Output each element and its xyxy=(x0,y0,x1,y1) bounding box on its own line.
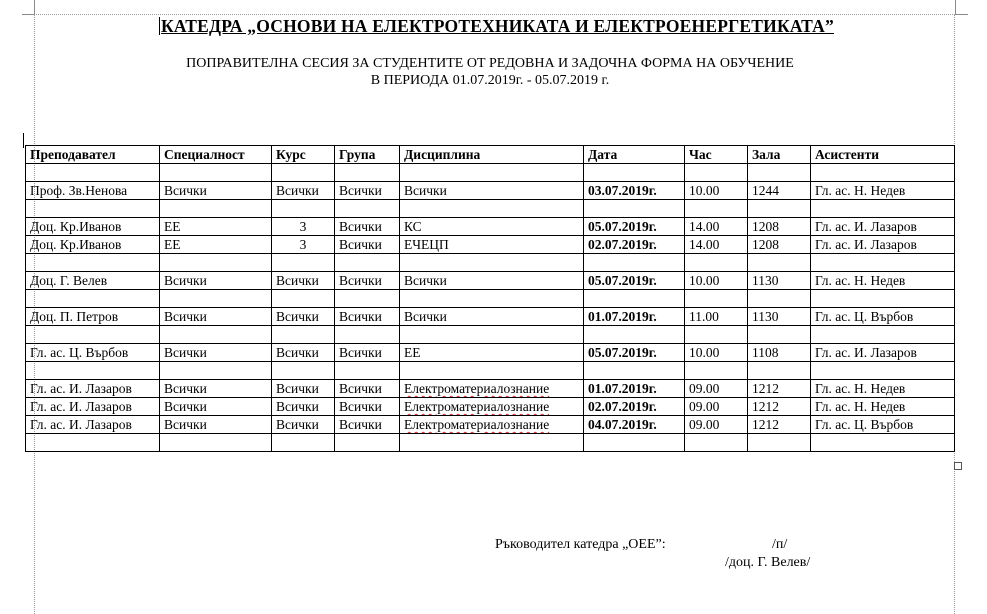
cell-room[interactable] xyxy=(748,164,811,182)
cell-assistants[interactable]: Гл. ас. Н. Недев xyxy=(811,398,955,416)
cell-course[interactable]: Всички xyxy=(272,344,335,362)
cell-specialty[interactable]: Всички xyxy=(160,398,272,416)
cell-course[interactable]: Всички xyxy=(272,416,335,434)
cell-assistants[interactable] xyxy=(811,362,955,380)
cell-discipline[interactable] xyxy=(400,164,584,182)
cell-specialty[interactable]: ЕЕ xyxy=(160,236,272,254)
cell-specialty[interactable] xyxy=(160,434,272,452)
cell-time[interactable] xyxy=(685,200,748,218)
cell-time[interactable]: 10.00 xyxy=(685,272,748,290)
cell-discipline[interactable]: Всички xyxy=(400,182,584,200)
cell-room[interactable] xyxy=(748,200,811,218)
cell-assistants[interactable]: Гл. ас. И. Лазаров xyxy=(811,236,955,254)
cell-assistants[interactable] xyxy=(811,434,955,452)
column-header-discipline: Дисциплина xyxy=(400,146,584,164)
table-row xyxy=(26,308,955,326)
cell-course[interactable]: 3 xyxy=(272,218,335,236)
cell-discipline[interactable]: Всички xyxy=(400,272,584,290)
cell-group[interactable] xyxy=(335,200,400,218)
column-header-room: Зала xyxy=(748,146,811,164)
cell-date[interactable]: 03.07.2019г. xyxy=(584,182,685,200)
table-row xyxy=(26,182,955,200)
column-header-date: Дата xyxy=(584,146,685,164)
cell-group[interactable] xyxy=(335,326,400,344)
subtitle-line-1: ПОПРАВИТЕЛНА СЕСИЯ ЗА СТУДЕНТИТЕ ОТ РЕДОВНА И ЗАДОЧНА ФОРМА НА ОБУЧЕНИЕ xyxy=(186,56,794,71)
cell-room[interactable]: 1208 xyxy=(748,218,811,236)
cell-course[interactable]: 3 xyxy=(272,236,335,254)
table-row xyxy=(26,272,955,290)
cell-teacher[interactable] xyxy=(26,164,160,182)
cell-specialty[interactable] xyxy=(160,254,272,272)
cell-course[interactable] xyxy=(272,326,335,344)
cell-discipline[interactable] xyxy=(400,416,584,434)
cell-date[interactable] xyxy=(584,254,685,272)
cell-specialty[interactable] xyxy=(160,362,272,380)
cell-course[interactable] xyxy=(272,164,335,182)
cell-date[interactable] xyxy=(584,326,685,344)
signature-label: Ръководител катедра „ОЕЕ”: xyxy=(495,537,666,552)
cell-date[interactable]: 05.07.2019г. xyxy=(584,218,685,236)
cell-group[interactable]: Всички xyxy=(335,344,400,362)
cell-group[interactable]: Всички xyxy=(335,218,400,236)
cell-teacher[interactable] xyxy=(26,362,160,380)
cell-group[interactable] xyxy=(335,362,400,380)
cell-group[interactable]: Всички xyxy=(335,416,400,434)
cell-course[interactable] xyxy=(272,200,335,218)
cell-date[interactable]: 02.07.2019г. xyxy=(584,398,685,416)
cell-date[interactable]: 01.07.2019г. xyxy=(584,308,685,326)
cell-teacher[interactable] xyxy=(26,290,160,308)
cell-teacher[interactable] xyxy=(26,434,160,452)
cell-room[interactable] xyxy=(748,362,811,380)
cell-course[interactable] xyxy=(272,434,335,452)
cell-course[interactable] xyxy=(272,254,335,272)
exam-schedule-table[interactable] xyxy=(25,145,955,452)
cell-discipline[interactable]: КС xyxy=(400,218,584,236)
cell-assistants[interactable] xyxy=(811,254,955,272)
spellcheck-flagged-text: Електроматериалознание xyxy=(404,417,550,432)
cell-course[interactable]: Всички xyxy=(272,398,335,416)
cell-time[interactable] xyxy=(685,164,748,182)
cell-discipline[interactable] xyxy=(400,398,584,416)
margin-marker-top-right xyxy=(955,0,968,15)
cell-assistants[interactable] xyxy=(811,326,955,344)
cell-room[interactable]: 1208 xyxy=(748,236,811,254)
cell-room[interactable] xyxy=(748,290,811,308)
signature-mark: /п/ xyxy=(772,537,788,552)
cell-time[interactable]: 09.00 xyxy=(685,398,748,416)
table-row-empty xyxy=(26,200,955,218)
cell-group[interactable]: Всички xyxy=(335,272,400,290)
table-row-empty xyxy=(26,434,955,452)
cell-teacher[interactable] xyxy=(26,236,160,254)
cell-time[interactable] xyxy=(685,290,748,308)
table-row xyxy=(26,236,955,254)
cell-room[interactable] xyxy=(748,326,811,344)
cell-date[interactable] xyxy=(584,290,685,308)
cell-room[interactable]: 1212 xyxy=(748,416,811,434)
cell-teacher[interactable]: Проф. Зв.Ненова xyxy=(26,182,160,200)
cell-specialty[interactable] xyxy=(160,326,272,344)
table-row-empty xyxy=(26,290,955,308)
cell-teacher[interactable]: Доц. Г. Велев xyxy=(26,272,160,290)
cell-teacher[interactable]: Гл. ас. И. Лазаров xyxy=(26,398,160,416)
cell-room[interactable]: 1130 xyxy=(748,308,811,326)
spellcheck-flagged-text: Електроматериалознание xyxy=(404,399,550,414)
cell-course[interactable] xyxy=(272,290,335,308)
table-row-empty xyxy=(26,326,955,344)
cell-assistants[interactable]: Гл. ас. И. Лазаров xyxy=(811,218,955,236)
cell-assistants[interactable]: Гл. ас. Н. Недев xyxy=(811,380,955,398)
cell-teacher[interactable]: Доц. П. Петров xyxy=(26,308,160,326)
cell-date[interactable]: 01.07.2019г. xyxy=(584,380,685,398)
cell-course[interactable]: Всички xyxy=(272,272,335,290)
cell-assistants[interactable]: Гл. ас. Ц. Върбов xyxy=(811,416,955,434)
cell-teacher[interactable]: Гл. ас. Ц. Върбов xyxy=(26,344,160,362)
column-header-course: Курс xyxy=(272,146,335,164)
cell-date[interactable] xyxy=(584,434,685,452)
cell-time[interactable]: 10.00 xyxy=(685,182,748,200)
cell-assistants[interactable] xyxy=(811,164,955,182)
cell-date[interactable]: 02.07.2019г. xyxy=(584,236,685,254)
paragraph-caret xyxy=(23,133,24,148)
cell-time[interactable]: 14.00 xyxy=(685,236,748,254)
cell-specialty[interactable] xyxy=(160,290,272,308)
cell-time[interactable] xyxy=(685,434,748,452)
signature-name: /доц. Г. Велев/ xyxy=(725,555,811,570)
cell-discipline[interactable] xyxy=(400,434,584,452)
cell-teacher[interactable] xyxy=(26,254,160,272)
cell-time[interactable] xyxy=(685,254,748,272)
text-cursor xyxy=(159,17,160,35)
cell-time[interactable]: 09.00 xyxy=(685,416,748,434)
table-row xyxy=(26,218,955,236)
column-header-assistants: Асистенти xyxy=(811,146,955,164)
cell-specialty[interactable]: Всички xyxy=(160,272,272,290)
cell-assistants[interactable]: Гл. ас. Ц. Върбов xyxy=(811,308,955,326)
cell-group[interactable] xyxy=(335,290,400,308)
column-header-specialty: Специалност xyxy=(160,146,272,164)
cell-specialty[interactable]: Всички xyxy=(160,182,272,200)
cell-course[interactable] xyxy=(272,362,335,380)
margin-marker-top-left xyxy=(22,0,35,15)
cell-teacher[interactable]: Гл. ас. И. Лазаров xyxy=(26,380,160,398)
cell-date[interactable]: 04.07.2019г. xyxy=(584,416,685,434)
cell-room[interactable]: 1244 xyxy=(748,182,811,200)
cell-specialty[interactable]: Всички xyxy=(160,416,272,434)
cell-group[interactable]: Всички xyxy=(335,236,400,254)
table-row xyxy=(26,398,955,416)
document-title xyxy=(0,16,987,37)
cell-discipline[interactable]: ЕЕ xyxy=(400,344,584,362)
cell-assistants[interactable] xyxy=(811,290,955,308)
cell-room[interactable]: 1130 xyxy=(748,272,811,290)
cell-specialty[interactable] xyxy=(160,200,272,218)
cell-group[interactable]: Всички xyxy=(335,380,400,398)
cell-group[interactable]: Всички xyxy=(335,308,400,326)
cell-date[interactable] xyxy=(584,362,685,380)
cell-text: Доц. Кр.Иванов xyxy=(30,237,122,252)
cell-room[interactable] xyxy=(748,254,811,272)
cell-course[interactable]: Всички xyxy=(272,182,335,200)
cell-room[interactable]: 1212 xyxy=(748,380,811,398)
cell-assistants[interactable]: Гл. ас. Н. Недев xyxy=(811,182,955,200)
table-body xyxy=(26,164,955,452)
column-header-group: Група xyxy=(335,146,400,164)
cell-group[interactable] xyxy=(335,254,400,272)
cell-discipline[interactable]: Всички xyxy=(400,308,584,326)
cell-group[interactable] xyxy=(335,164,400,182)
cell-discipline[interactable]: ЕЧЕЦП xyxy=(400,236,584,254)
cell-group[interactable] xyxy=(335,434,400,452)
cell-time[interactable]: 11.00 xyxy=(685,308,748,326)
cell-specialty[interactable]: ЕЕ xyxy=(160,218,272,236)
table-row-empty xyxy=(26,254,955,272)
cell-group[interactable]: Всички xyxy=(335,182,400,200)
cell-time[interactable]: 09.00 xyxy=(685,380,748,398)
cell-specialty[interactable] xyxy=(160,164,272,182)
cell-assistants[interactable]: Гл. ас. Н. Недев xyxy=(811,272,955,290)
cell-room[interactable] xyxy=(748,434,811,452)
cell-date[interactable] xyxy=(584,164,685,182)
cell-teacher[interactable]: Гл. ас. И. Лазаров xyxy=(26,416,160,434)
table-row-empty xyxy=(26,164,955,182)
column-header-teacher: Преподавател xyxy=(26,146,160,164)
cell-discipline[interactable] xyxy=(400,326,584,344)
cell-room[interactable]: 1212 xyxy=(748,398,811,416)
table-header-row xyxy=(26,146,955,164)
table-row xyxy=(26,416,955,434)
cell-specialty[interactable]: Всички xyxy=(160,380,272,398)
table-row xyxy=(26,344,955,362)
cell-discipline[interactable] xyxy=(400,290,584,308)
column-header-time: Час xyxy=(685,146,748,164)
cell-date[interactable]: 05.07.2019г. xyxy=(584,344,685,362)
table-row-empty xyxy=(26,362,955,380)
cell-discipline[interactable] xyxy=(400,362,584,380)
table-row xyxy=(26,380,955,398)
cell-assistants[interactable]: Гл. ас. И. Лазаров xyxy=(811,344,955,362)
cell-specialty[interactable]: Всички xyxy=(160,308,272,326)
cell-date[interactable] xyxy=(584,200,685,218)
cell-room[interactable]: 1108 xyxy=(748,344,811,362)
cell-time[interactable] xyxy=(685,362,748,380)
subtitle-line-2: В ПЕРИОДА 01.07.2019г. - 05.07.2019 г. xyxy=(370,73,610,88)
cell-course[interactable]: Всички xyxy=(272,380,335,398)
table-resize-handle[interactable] xyxy=(954,462,962,470)
cell-text: Доц. Кр.Иванов xyxy=(30,219,122,234)
document-title-text: КАТЕДРА „ОСНОВИ НА ЕЛЕКТРОТЕХНИКАТА И ЕЛЕКТРОЕНЕРГЕТИКАТА” xyxy=(161,16,834,36)
spellcheck-flagged-text: Електроматериалознание xyxy=(404,381,550,396)
cell-time[interactable]: 14.00 xyxy=(685,218,748,236)
cell-assistants[interactable] xyxy=(811,200,955,218)
cell-teacher[interactable] xyxy=(26,326,160,344)
cell-teacher[interactable] xyxy=(26,218,160,236)
cell-course[interactable]: Всички xyxy=(272,308,335,326)
cell-time[interactable]: 10.00 xyxy=(685,344,748,362)
cell-date[interactable]: 05.07.2019г. xyxy=(584,272,685,290)
cell-discipline[interactable] xyxy=(400,254,584,272)
cell-specialty[interactable]: Всички xyxy=(160,344,272,362)
cell-group[interactable]: Всички xyxy=(335,398,400,416)
cell-teacher[interactable] xyxy=(26,200,160,218)
cell-time[interactable] xyxy=(685,326,748,344)
cell-discipline[interactable] xyxy=(400,200,584,218)
cell-discipline[interactable] xyxy=(400,380,584,398)
